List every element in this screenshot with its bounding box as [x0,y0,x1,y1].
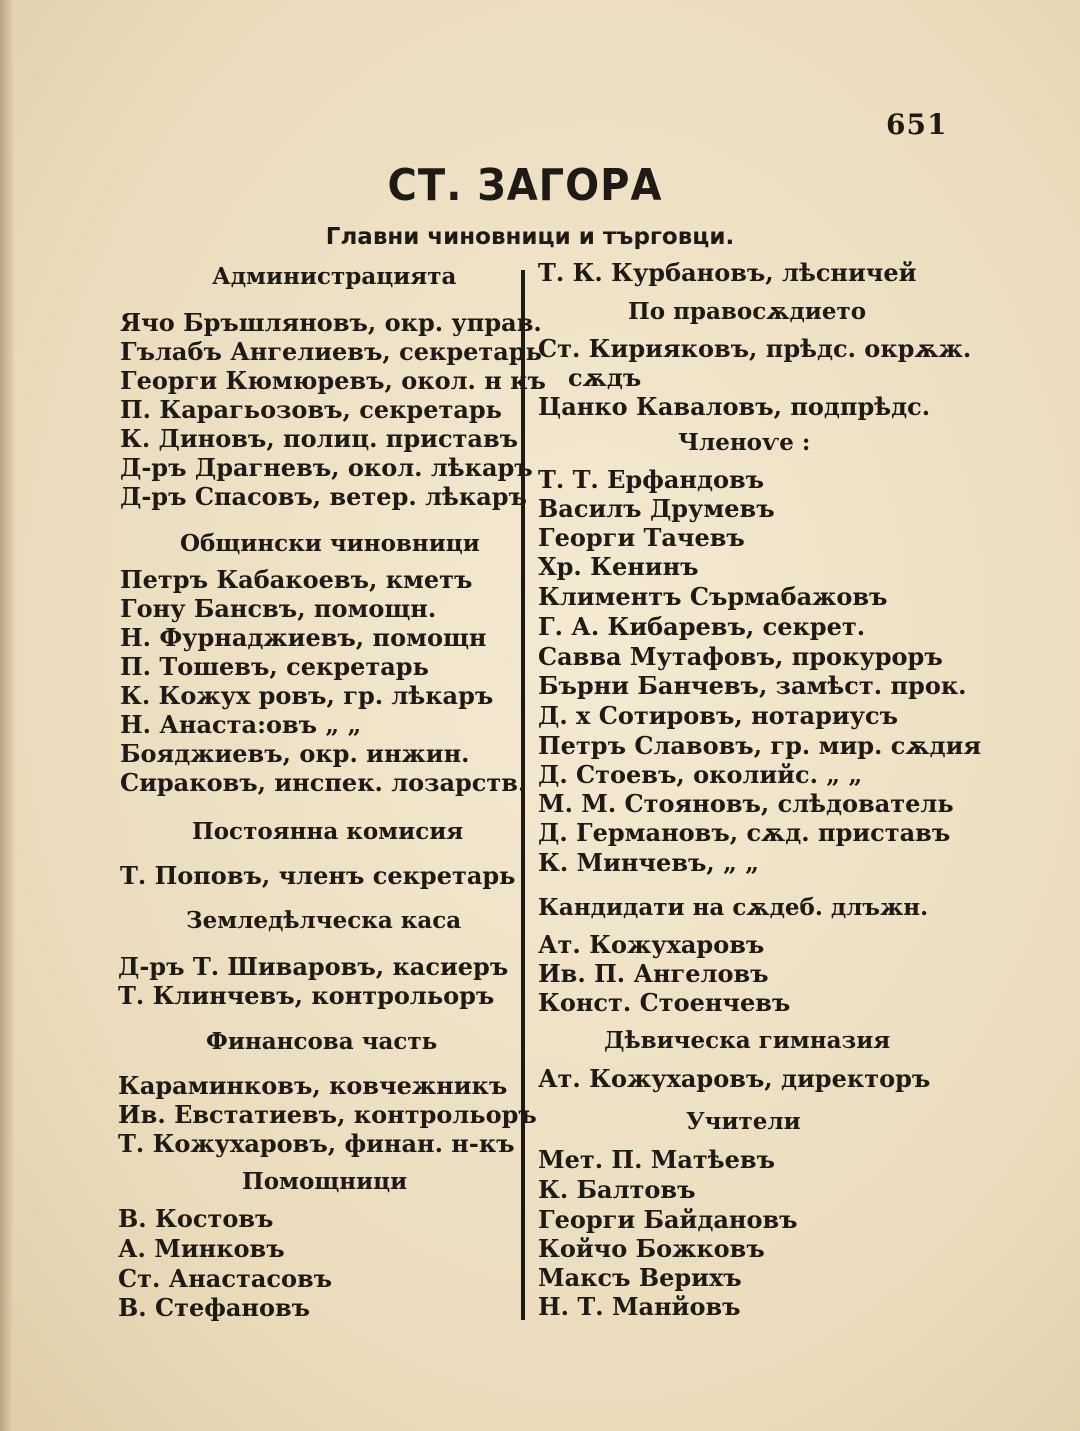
list-item: Караминковъ, ковчежникъ [118,1071,508,1100]
list-item: Ив. Евстатиевъ, контрольоръ [118,1100,537,1129]
list-item: М. М. Стояновъ, слѣдователь [538,789,954,818]
page-edge [0,0,14,1431]
list-item: К. Минчевъ, „ „ [538,848,760,877]
list-item: А. Минковъ [118,1234,285,1263]
list-item: Бояджиевъ, окр. инжин. [120,739,470,768]
section-heading: Земледѣлческа каса [186,907,462,934]
section-heading: Финансова часть [206,1028,438,1055]
list-item: Василъ Друмевъ [538,494,775,523]
list-item: Ат. Кожухаровъ [538,930,765,959]
list-item: Т. К. Курбановъ, лѣсничей [538,258,917,287]
list-item: В. Стефановъ [118,1293,311,1322]
section-heading: Членоѵе : [678,429,811,456]
list-item: Ячо Бръшляновъ, окр. управ. [120,308,542,337]
list-item: К. Кожух ровъ, гр. лѣкаръ [120,681,494,710]
list-item: Ст. Кирияковъ, прѣдс. окрѫж. [538,334,972,363]
section-heading: По правосѫдието [628,298,867,325]
list-item: сѫдъ [568,363,642,392]
section-heading: Дѣвическа гимназия [604,1027,891,1054]
list-item: Д. Стоевъ, околийс. „ „ [538,760,863,789]
page-subtitle: Главни чиновници и търговци. [325,224,735,250]
section-heading: Постоянна комисия [192,818,464,845]
list-item: Т. Кожухаровъ, финан. н-къ [118,1129,515,1158]
list-item: Бърни Банчевъ, замѣст. прок. [538,671,967,700]
list-item: Гълабъ Ангелиевъ, секретарь [120,337,542,366]
section-heading: Администрацията [212,263,457,290]
list-item: Мет. П. Матѣевъ [538,1145,776,1174]
section-heading: Учители [686,1108,801,1135]
list-item: Цанко Каваловъ, подпрѣдс. [538,392,931,421]
list-item: Георги Байдановъ [538,1205,798,1234]
list-item: Климентъ Сърмабажовъ [538,582,888,611]
list-item: Максъ Верихъ [538,1263,742,1292]
page-title: СТ. ЗАГОРА [387,161,663,211]
list-item: Савва Мутафовъ, прокуроръ [538,642,943,671]
list-item: Н. Т. Манйовъ [538,1292,741,1321]
list-item: Н. Анаста:овъ „ „ [120,710,362,739]
list-item: В. Костовъ [118,1204,274,1233]
list-item: Т. Поповъ, членъ секретарь [120,861,516,890]
list-item: П. Карагьозовъ, секретарь [120,395,502,424]
list-item: П. Тошевъ, секретарь [120,652,429,681]
section-heading: Помощници [242,1168,408,1195]
list-item: Хр. Кенинъ [538,552,699,581]
section-heading: Кандидати на сѫдеб. длъжн. [538,894,929,921]
list-item: Койчо Божковъ [538,1234,765,1263]
list-item: Ст. Анастасовъ [118,1264,333,1293]
list-item: К. Диновъ, полиц. приставъ [120,424,519,453]
list-item: Ат. Кожухаровъ, директоръ [538,1064,931,1093]
list-item: Д-ръ Драгневъ, окол. лѣкаръ [120,453,533,482]
list-item: Георги Кюмюревъ, окол. н къ [120,366,546,395]
list-item: Сираковъ, инспек. лозарств. [120,768,527,797]
list-item: Д. Германовъ, сѫд. приставъ [538,818,951,847]
list-item: Георги Тачевъ [538,523,745,552]
list-item: Н. Фурнаджиевъ, помощн [120,623,487,652]
list-item: Т. Клинчевъ, контрольоръ [118,981,495,1010]
list-item: К. Балтовъ [538,1175,696,1204]
page-number: 651 [886,108,948,141]
list-item: Конст. Стоенчевъ [538,988,791,1017]
list-item: Гону Бансвъ, помощн. [120,594,437,623]
list-item: Д-ръ Спасовъ, ветер. лѣкаръ [120,482,527,511]
list-item: Д. х Сотировъ, нотариусъ [538,701,899,730]
list-item: Г. А. Кибаревъ, секрет. [538,612,866,641]
list-item: Д-ръ Т. Шиваровъ, касиеръ [118,952,509,981]
section-heading: Общински чиновници [180,530,480,557]
list-item: Петръ Славовъ, гр. мир. сѫдия [538,731,982,760]
list-item: Т. Т. Ерфандовъ [538,465,765,494]
list-item: Ив. П. Ангеловъ [538,959,769,988]
list-item: Петръ Кабакоевъ, кметъ [120,565,473,594]
